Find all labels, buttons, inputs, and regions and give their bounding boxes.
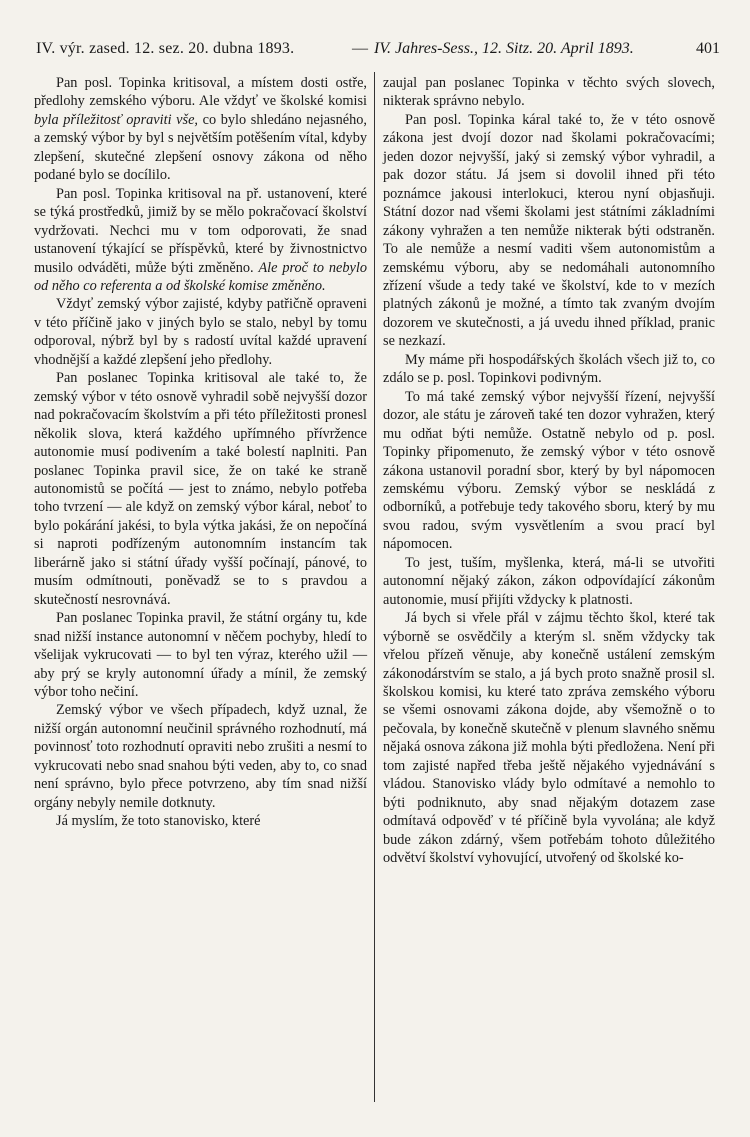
header-german: IV. Jahres-Sess., 12. Sitz. 20. April 1893.: [374, 40, 634, 57]
paragraph: Pan posl. Topinka kritisoval na př. ustanovení, které se týká prostředků, jimiž by se mělo pokračovací školství vydržovati. Nechci mu v tom odporovati, že snad ustanovení týkající se příspěvků, které by živnostnictvo musilo odváděti, může býti změněno. Ale proč to nebylo od něho co referenta a od školské komise změněno.: [34, 185, 367, 294]
running-header: [30, 36, 720, 66]
paragraph: zaujal pan poslanec Topinka v těchto svých slovech, nikterak správno nebylo.: [383, 75, 715, 110]
paragraph: To má také zemský výbor nejvyšší řízení, nejvyšší dozor, ale státu je zároveň také ten dozor vyhražen, který mu odňat býti nemůže. Ostatně nebylo od p. posl. Topinky připomenuto, že zemský výbor v této osnově zákona ustanovil poradní sbor, který by byl nápomocen zemskému výboru. Zemský výbor se neskládá z odborníků, a potřebuje tedy takového sboru, který by mu svou radou, svým vysvětlením a svou prací byl nápomocen.: [383, 388, 715, 553]
page-number: 401: [696, 40, 720, 57]
column-divider: [374, 72, 375, 1102]
header-dash: —: [352, 40, 368, 57]
paragraph: To jest, tuším, myšlenka, která, má-li se utvořiti autonomní nějaký zákon, zákon odpovídající zákonům autonomie, musí přijíti vždycky k platnosti.: [383, 554, 715, 608]
paragraph: Pan posl. Topinka kritisoval, a místem dosti ostře, předlohy zemského výboru. Ale vždyť ve školské komisi byla příležitosť opraviti vše, co bylo shledáno nejasného, a zemský výbor by byl s největším potěšením vítal, kdyby zlepšení, skutečné zlepšení osnovy zákona od něho podané bylo se docílilo.: [34, 75, 367, 184]
paragraph: Já bych si vřele přál v zájmu těchto škol, které tak výborně se osvědčily a kterým sl. sněm vždycky tak vřelou přízeň věnuje, aby konečně ustálení zemským zákonodárstvím se stalo, a já bych proto snažně prosil sl. školskou komisi, ku které tato zpráva zemského výboru se všemi osnovami zákona dojde, aby všemožně o to pečovala, by konečně skutečně v plenum slavného sněmu nějaká osnova zákona již mohla býti předložena. Není při tom zajisté napřed třeba ještě nějakého vyjednávání s vládou. Stanovisko vlády bylo odmítavé a nemohlo to býti podniknuto, aby snad nějakým dotazem zase odmítavá odpověď v té příčině byla vyvolána; ale když bude zákon zdárný, všem potřebám tohoto důležitého odvětví školství vyhovující, utvořený od školské ko-: [383, 610, 715, 867]
paragraph: Pan poslanec Topinka pravil, že státní orgány tu, kde snad nižší instance autonomní v něčem pochyby, hledí to všelijak vykrucovati — to byl ten výraz, kterého užil — aby prý se kryly autonomní úřady a mínil, že zemský výbor toho nečiní.: [34, 610, 367, 700]
paragraph: Zemský výbor ve všech případech, když uznal, že nižší orgán autonomní neučinil správného rozhodnutí, má povinnosť toto rozhodnutí opraviti nebo zrušiti a nesmí to vykrucovati nebo snad snahou býti veden, aby to, co snad není správno, bylo přece potvrzeno, aby tím snad nižší orgány nebyly nemile dotknuty.: [34, 702, 367, 811]
right-column: [383, 74, 715, 867]
left-column: [34, 74, 367, 831]
paragraph: Já myslím, že toto stanovisko, které: [56, 813, 261, 830]
paragraph: Pan poslanec Topinka kritisoval ale také to, že zemský výbor v této osnově vyhradil sobě nejvyšší dozor nad pokračovacím školstvím a při této příležitosti pronesl několik slova, která každého upřímného přívržence autonomie musí podivením a také bolestí naplniti. Pan poslanec Topinka pravil sice, že on také ke straně autonomistů se počítá — jest to známo, nebylo potřeba toho tvrzení — ale když on zemský výbor káral, neboť to bylo pokárání jakési, to byla výtka jakási, že on nepočíná si naproti podřízeným autonomním instancím tak liberárně jako si státní úřady vyšší počínají, pánové, to musím odmítnouti, poněvadž se to s pravdou a skutečností nesrovnává.: [34, 370, 367, 608]
paragraph: Pan posl. Topinka káral také to, že v této osnově zákona jest dvojí dozor nad školami pokračovacími; jeden dozor nejvyšší, jaký si zemský výbor vyhradil, a pak dozor státu. Já jsem si dovolil ihned při této poznámce jakousi interlokuci, kterou nyní objasňuji. Státní dozor nad všemi školami jest státními základními zákony vyhražen a ten nemůže nikterak býti odstraněn. To ale nemůže a nesmí vaditi všem autonomistům a zemskému výboru, aby se nedomáhali autonomního zřízení všude a tedy také ve školství, kde to v mezích platných zákonů je možné, a tímto tak zvaným dvojím dozorem ve skutečnosti, a já uvedu ihned příklad, pranic se nezkazí.: [383, 111, 715, 350]
paragraph: My máme při hospodářských školách všech již to, co zdálo se p. posl. Topinkovi podivným.: [383, 351, 715, 387]
header-czech: IV. výr. zased. 12. sez. 20. dubna 1893.: [36, 40, 295, 57]
paragraph: Vždyť zemský výbor zajisté, kdyby patřičně opraveni v této příčině jako v jiných bylo se stalo, nebyl by tomu odporoval, nýbrž byl by s radostí uvítal každé upravení vhodnější a každé zlepšení jeho předlohy.: [34, 296, 367, 368]
